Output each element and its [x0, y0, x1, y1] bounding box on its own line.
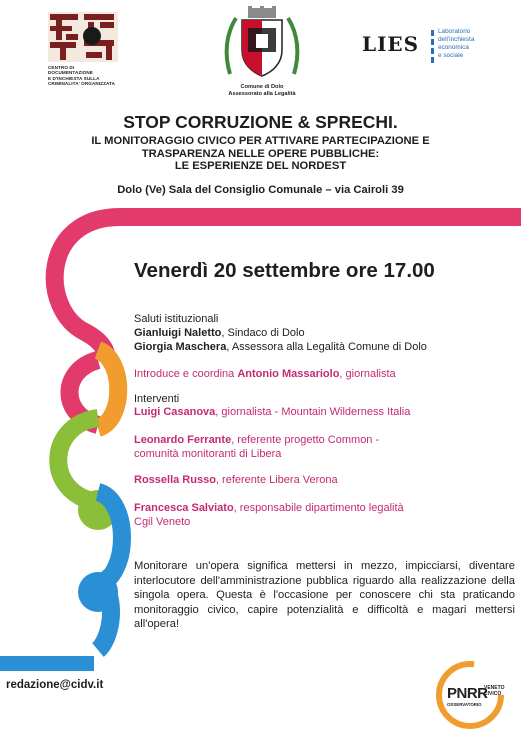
footer-blue-bar — [0, 656, 94, 671]
cdcc-logo — [46, 10, 120, 90]
assessorato-caption: Assessorato alla Legalità — [228, 91, 296, 97]
speaker-casanova: Luigi Casanova, giornalista - Mountain Wilderness Italia — [134, 406, 411, 418]
cdcc-emblem-icon — [46, 10, 120, 64]
event-subtitle: IL MONITORAGGIO CIVICO PER ATTIVARE PARTECIPAZIONE E TRASPARENZA NELLE OPERE PUBBLICHE: LE ESPERIENZE DEL NORDEST — [91, 135, 430, 173]
event-title: STOP CORRUZIONE & SPRECHI. — [123, 112, 398, 132]
comune-dolo-logo — [222, 4, 302, 100]
speaker-naletto: Gianluigi Naletto, Sindaco di Dolo — [134, 327, 305, 339]
lies-subtitle: Laboratorio dell'inchiesta economica e sociale — [438, 28, 475, 59]
cdcc-caption: CENTRO DI DOCUMENTAZIONE E D'INCHIESTA SULLA CRIMINALITA' ORGANIZZATA — [48, 65, 116, 87]
speaker-russo: Rossella Russo, referente Libera Verona — [134, 474, 338, 486]
interventi-heading: Interventi — [134, 393, 180, 405]
speaker-salviato: Francesca Salviato, responsabile dipartimento legalità Cgil Veneto — [134, 502, 404, 528]
lies-logo — [362, 28, 482, 68]
speaker-ferrante: Leonardo Ferrante, referente progetto Common - comunità monitoranti di Libera — [134, 434, 380, 460]
saluti-heading: Saluti istituzionali — [134, 313, 219, 325]
moderator-line: Introduce e coordina Antonio Massariolo, giornalista — [134, 368, 396, 380]
pnrr-observatory: OSSERVATORIO — [447, 702, 482, 707]
event-location: Dolo (Ve) Sala del Consiglio Comunale – via Cairoli 39 — [117, 184, 404, 196]
speaker-maschera: Giorgia Maschera, Assessora alla Legalità Comune di Dolo — [134, 341, 427, 353]
pnrr-region: VENETO CIVICO — [484, 685, 505, 697]
lies-dots-icon — [431, 30, 435, 64]
lies-wordmark: LIES — [362, 32, 420, 56]
pnrr-observatory-logo — [434, 659, 506, 731]
dolo-caption: Comune di Dolo — [240, 84, 284, 90]
coat-of-arms-icon — [222, 4, 302, 84]
event-date: Venerdì 20 settembre ore 17.00 — [134, 259, 435, 282]
pnrr-wordmark: PNRR — [447, 685, 488, 702]
description-paragraph: Monitorare un'opera significa mettersi in mezzo, impicciarsi, diventare interlocutore dell'amministrazione pubblica riguardo alla realizzazione della singola opera. Questa è l'occasione per conoscere chi sta praticando monitoraggio civico, capire potenzialità e difficoltà e magari mettersi all'opera! — [134, 560, 515, 631]
contact-email[interactable]: redazione@cidv.it — [6, 679, 104, 691]
